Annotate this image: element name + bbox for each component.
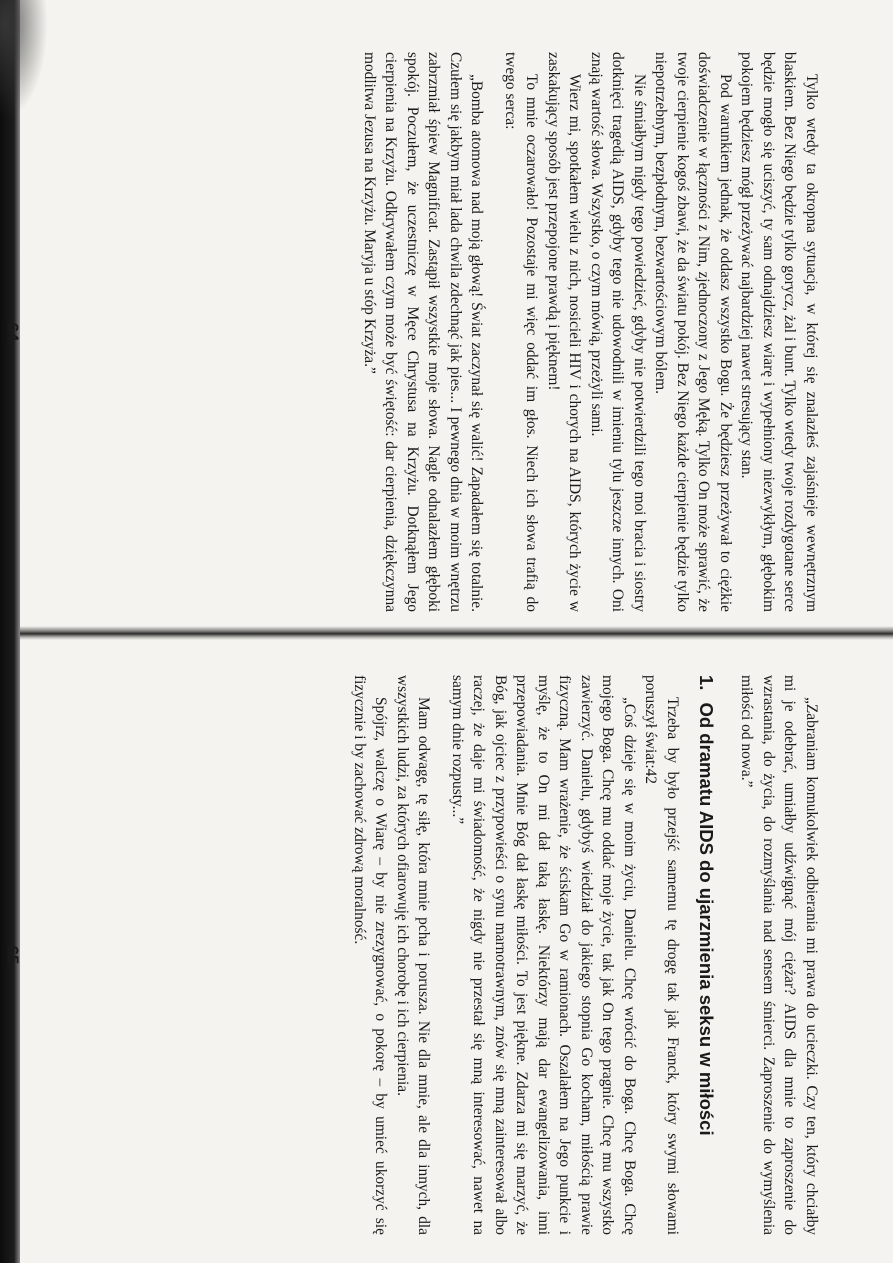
section-heading — [695, 675, 718, 1235]
paragraph: Wierz mi, spotkałem wielu z nich, nosicieli HIV i chorych na AIDS, których życie w zaskakujący sposób jest przepojone prawdą i pięknem! — [545, 52, 584, 612]
paragraph: To mnie oczarowało! Pozostaje mi więc oddać im głos. Niech ich słowa trafią do twego serca: — [502, 52, 541, 612]
page-number: 64 — [3, 322, 22, 342]
paragraph: Tylko wtedy ta okropna sytuacja, w której się znalazłeś zajaśnieje wewnętrznym blaskiem. Bez Niego będzie tylko gorycz, żal i bunt. Tylko wtedy twoje rozdygotane serce będzie mogło się uciszyć, ty sam odnajdziesz wiarę i wypełniony niezwykłym, głębokim pokojem będziesz mógł przeżywać najbardziej nawet stresujący stan. — [738, 52, 820, 612]
intro-quote: „Zabraniam komukolwiek odbierania mi prawa do ucieczki. Czy ten, który chciałby mi je odebrać, umiałby udźwignąć mój ciężar? AIDS dla mnie to zaproszenie do wzrastania, do życia, do rozmyślania nad sensem śmierci. Zaproszenie do wymyślenia miłości od nowa.” — [738, 675, 820, 1235]
paragraph: Mam odwagę, tę siłę, która mnie pcha i porusza. Nie dla mnie, ale dla innych, dla wszystkich ludzi, za których ofiarowuję ich chorobę i ich cierpienia. — [394, 675, 433, 1235]
section-number: 1. — [696, 675, 717, 691]
book-gutter — [20, 626, 893, 640]
page-65 — [2, 675, 822, 1235]
spacer — [488, 52, 500, 612]
page-64-text — [52, 52, 822, 612]
paragraph: Nie śmiałbym nigdy tego powiedzieć, gdyby nie potwierdzili tego moi bracia i siostry dotknięci tragedią AIDS, gdyby tego nie udowodnili w imieniu tylu jeszcze innych. Oni znają wartość słowa. Wszystko, o czym mówią, przeżyli sami. — [588, 52, 648, 612]
paragraph: Spójrz, walczę o Wiarę – by nie zrezygnować, o pokorę – by umieć ukorzyć się fizycznie i by zachować zdrową moralność. — [351, 675, 390, 1235]
section-title: Od dramatu AIDS do ujarzmienia seksu w miłości — [696, 702, 717, 1136]
spacer — [435, 675, 447, 1235]
testimony-quote: „Coś dzieje się w moim życiu, Danielu. Chcę wrócić do Boga. Chcę Boga. Chcę mojego Boga. Chcę mu oddać moje życie, tak jak On tego pragnie. Chcę mu wszystko zawierzyć. Danielu, gdybyś wiedział do jakiego stopnia Go kocham, miłością prawie fizyczną. Mam wrażenie, że ściskam Go w ramionach. Oszalałem na Jego punkcie i myślę, że to On mi dał taką łaskę. Niektórzy mają dar ewangelizowania, inni przepowiadania. Mnie Bóg dał łaskę miłości. To jest piękne. Zdarza mi się marzyć, że Bóg, jak ojciec z przypowieści o synu marnotrawnym, znów się mną zainteresował albo raczej, że daje mi świadomość, że nigdy nie przestał się mną interesować, nawet na samym dnie rozpusty...” — [449, 675, 638, 1235]
paragraph: Pod warunkiem jednak, że oddasz wszystko Bogu. Że będziesz przeżywał to ciężkie doświadczenie w łączności z Nim, zjednoczony z Jego Męką. Tylko On może sprawić, że twoje cierpienie kogoś zbawi, że da światu pokój. Bez Niego każde cierpienie będzie tylko niepotrzebnym, bezpłodnym, bezwartościowym bólem. — [652, 52, 734, 612]
page-65-text — [52, 675, 822, 1235]
page-64 — [2, 52, 822, 612]
page-number: 65 — [3, 945, 22, 965]
paragraph: Trzeba by było przejść samemu tę drogę tak jak Franck, który swymi słowami poruszył świat:42 — [642, 675, 681, 1235]
testimony-quote: „Bomba atomowa nad moją głową! Świat zaczynał się walić! Zapadałem się totalnie. Czułem się jakbym miał lada chwila zdechnąć jak pies... I pewnego dnia w moim wnętrzu zabrzmiał śpiew Magnificat. Zastąpił wszystkie moje słowa. Nagle odnalazłem głęboki spokój. Poczułem, że uczestniczę w Męce Chrystusa na Krzyżu. Dotknąłem Jego cierpienia na Krzyżu. Odkrywałem czym może być świętość: dar cierpienia, dziękczynna modlitwa Jezusa na Krzyżu. Maryja u stóp Krzyża.” — [361, 52, 486, 612]
